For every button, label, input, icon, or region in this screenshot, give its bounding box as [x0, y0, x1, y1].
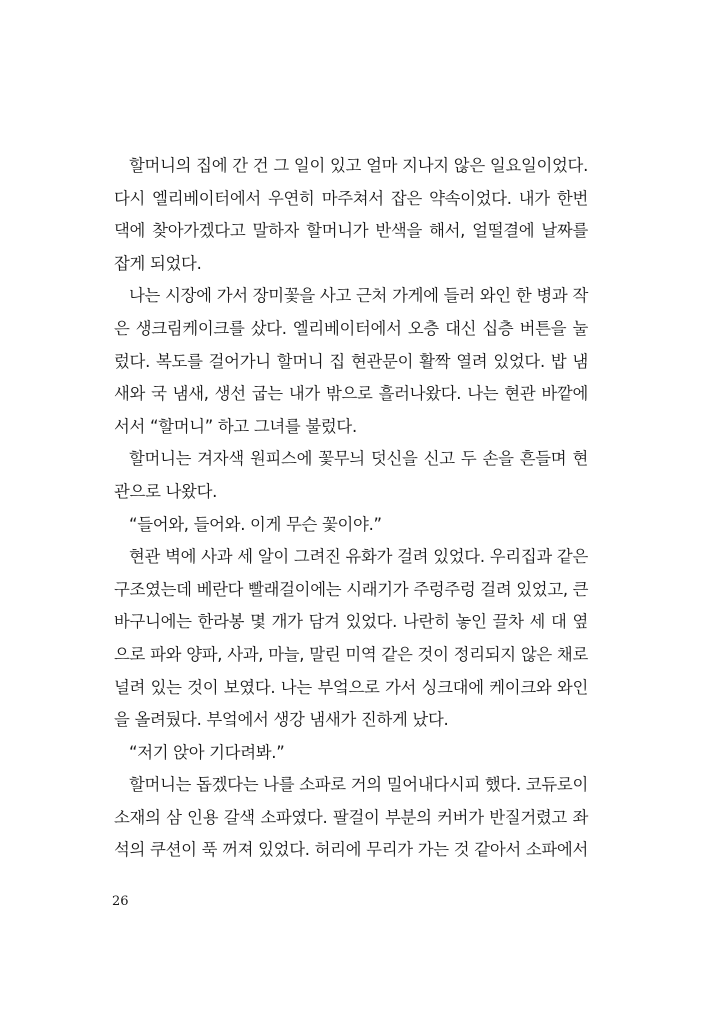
body-text: [114, 150, 588, 867]
text-line: 나는 시장에 가서 장미꽃을 사고 근처 가게에 들러 와인 한 병과 작: [129, 286, 588, 306]
text-line: 할머니는 돕겠다는 나를 소파로 거의 밀어내다시피 했다. 코듀로이: [129, 775, 588, 795]
text-line: 새와 국 냄새, 생선 굽는 내가 밖으로 흘러나왔다. 나는 현관 바깥에: [114, 384, 588, 404]
text-line: 구조였는데 베란다 빨래걸이에는 시래기가 주렁주렁 걸려 있었고, 큰: [114, 579, 589, 599]
text-line: 석의 쿠션이 푹 꺼져 있었다. 허리에 무리가 가는 것 같아서 소파에서: [114, 840, 588, 860]
text-line: 을 올려뒀다. 부엌에서 생강 냄새가 진하게 났다.: [114, 710, 449, 730]
text-line: 할머니는 겨자색 원피스에 꽃무늬 덧신을 신고 두 손을 흔들며 현: [129, 449, 588, 469]
text-line: 널려 있는 것이 보였다. 나는 부엌으로 가서 싱크대에 케이크와 와인: [114, 677, 588, 697]
text-line: 바구니에는 한라봉 몇 개가 담겨 있었다. 나란히 놓인 끌차 세 대 옆: [114, 612, 588, 632]
text-line: 잡게 되었다.: [114, 253, 202, 273]
text-line: 현관 벽에 사과 세 알이 그려진 유화가 걸려 있었다. 우리집과 같은: [129, 547, 588, 567]
text-line: 댁에 찾아가겠다고 말하자 할머니가 반색을 해서, 얼떨결에 날짜를: [114, 221, 588, 241]
text-line: 서서 “할머니” 하고 그녀를 불렀다.: [114, 416, 357, 436]
text-line: 은 생크림케이크를 샀다. 엘리베이터에서 오층 대신 십층 버튼을 눌: [114, 318, 588, 338]
text-line: 렀다. 복도를 걸어가니 할머니 집 현관문이 활짝 열려 있었다. 밥 냄: [114, 351, 588, 371]
text-line: 할머니의 집에 간 건 그 일이 있고 얼마 지나지 않은 일요일이었다.: [129, 156, 588, 175]
page-number: 26: [112, 894, 129, 909]
text-line: 으로 파와 양파, 사과, 마늘, 말린 미역 같은 것이 정리되지 않은 채로: [114, 644, 588, 664]
text-line: 다시 엘리베이터에서 우연히 마주쳐서 잡은 약속이었다. 내가 한번: [114, 188, 588, 208]
text-line: 소재의 삼 인용 갈색 소파였다. 팔걸이 부분의 커버가 반질거렸고 좌: [114, 807, 588, 827]
text-line: 관으로 나왔다.: [114, 481, 218, 501]
dialogue-line: “들어와, 들어와. 이게 무슨 꽃이야.”: [129, 514, 382, 534]
dialogue-line: “저기 앉아 기다려봐.”: [129, 742, 285, 762]
